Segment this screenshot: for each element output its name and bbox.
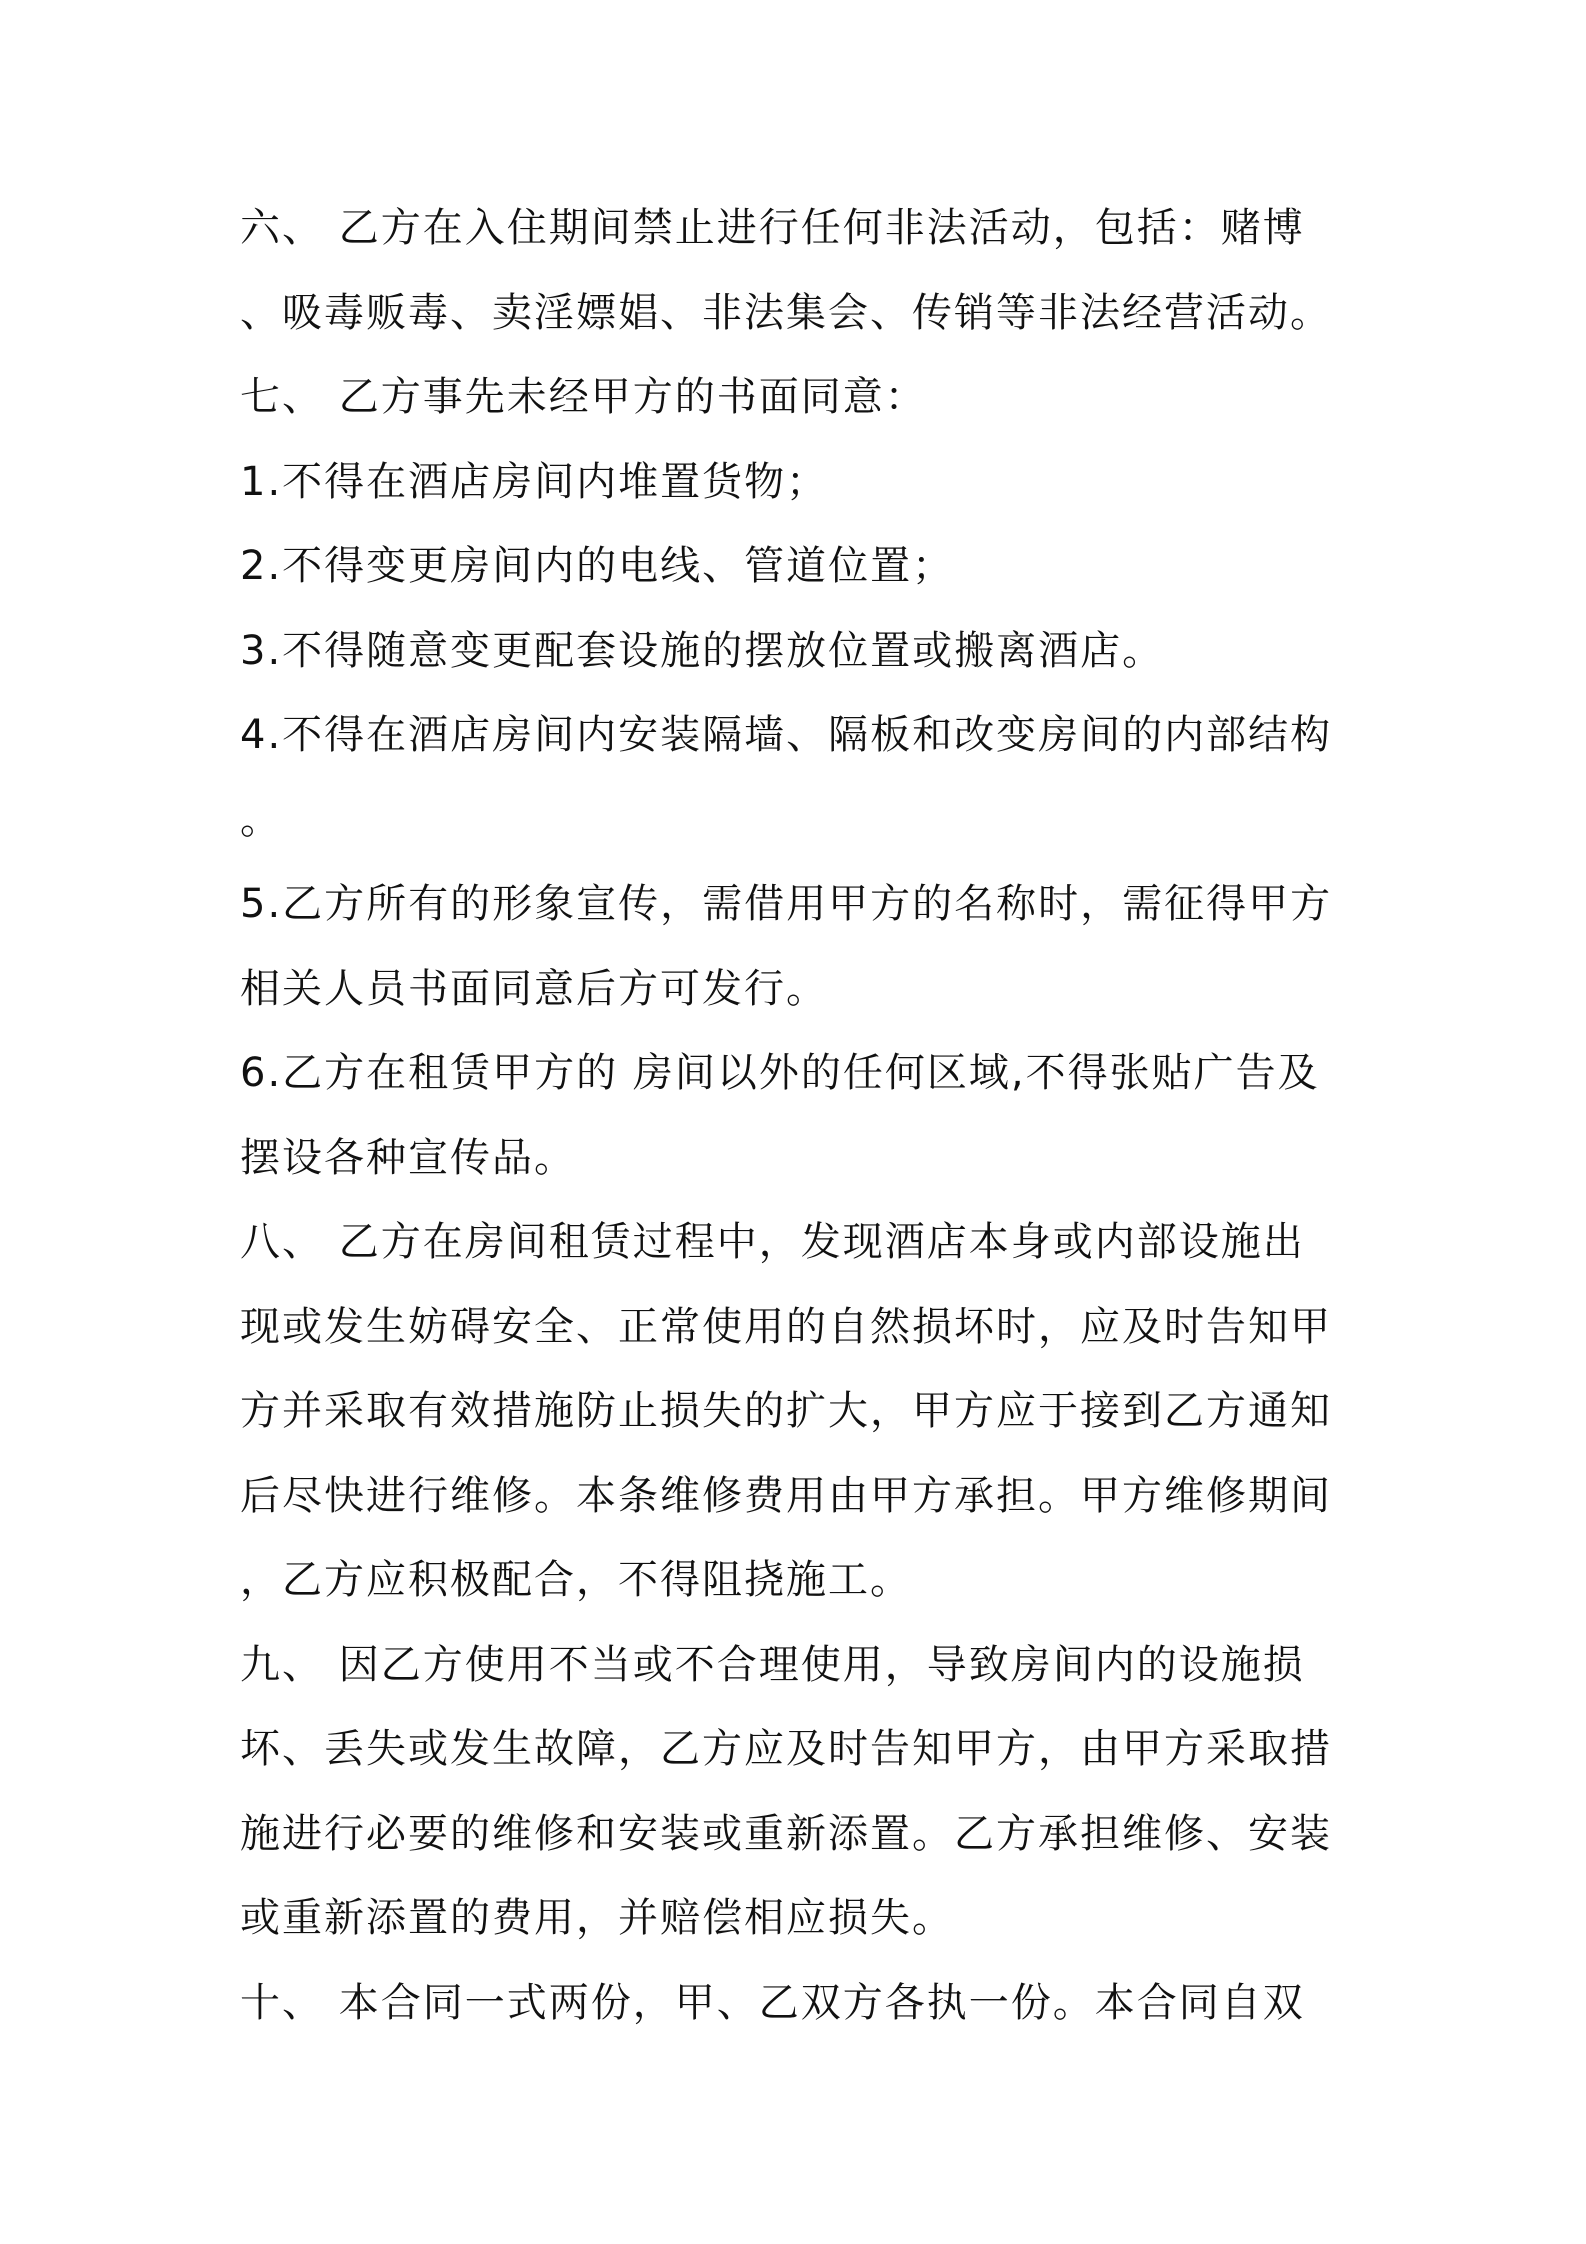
clause-9-line-4: 或重新添置的费用，并赔偿相应损失。 <box>240 1895 954 1941</box>
clause-7-item-6-line-1: 6.乙方在租赁甲方的 房间以外的任何区域,不得张贴广告及 <box>240 1050 1320 1096</box>
clause-7-item-3: 3.不得随意变更配套设施的摆放位置或搬离酒店。 <box>240 628 1165 674</box>
clause-7-item-5-line-2: 相关人员书面同意后方可发行。 <box>240 966 828 1012</box>
clause-8-line-2: 现或发生妨碍安全、正常使用的自然损坏时，应及时告知甲 <box>240 1304 1332 1350</box>
clause-7-item-5-line-1: 5.乙方所有的形象宣传，需借用甲方的名称时，需征得甲方 <box>240 881 1333 927</box>
clause-9-line-2: 坏、丢失或发生故障，乙方应及时告知甲方，由甲方采取措 <box>240 1726 1332 1772</box>
clause-10-line-1: 十、 本合同一式两份，甲、乙双方各执一份。本合同自双 <box>240 1980 1305 2026</box>
clause-8-line-4: 后尽快进行维修。本条维修费用由甲方承担。甲方维修期间 <box>240 1473 1332 1519</box>
clause-8-line-3: 方并采取有效措施防止损失的扩大，甲方应于接到乙方通知 <box>240 1388 1332 1434</box>
clause-8-line-5: ，乙方应积极配合，不得阻挠施工。 <box>240 1557 912 1603</box>
clause-7-item-4-line-2: 。 <box>240 797 282 843</box>
clause-7-item-2: 2.不得变更房间内的电线、管道位置； <box>240 543 955 589</box>
clause-7-item-1: 1.不得在酒店房间内堆置货物； <box>240 459 829 505</box>
clause-7-heading: 七、 乙方事先未经甲方的书面同意： <box>240 374 927 420</box>
clause-9-line-3: 施进行必要的维修和安装或重新添置。乙方承担维修、安装 <box>240 1811 1332 1857</box>
clause-7-item-4-line-1: 4.不得在酒店房间内安装隔墙、隔板和改变房间的内部结构 <box>240 712 1333 758</box>
clause-6-line-1: 六、 乙方在入住期间禁止进行任何非法活动，包括：赌博 <box>240 205 1305 251</box>
clause-8-line-1: 八、 乙方在房间租赁过程中，发现酒店本身或内部设施出 <box>240 1219 1305 1265</box>
clause-9-line-1: 九、 因乙方使用不当或不合理使用，导致房间内的设施损 <box>240 1642 1305 1688</box>
clause-6-line-2: 、吸毒贩毒、卖淫嫖娼、非法集会、传销等非法经营活动。 <box>240 290 1332 336</box>
clause-7-item-6-line-2: 摆设各种宣传品。 <box>240 1135 576 1181</box>
